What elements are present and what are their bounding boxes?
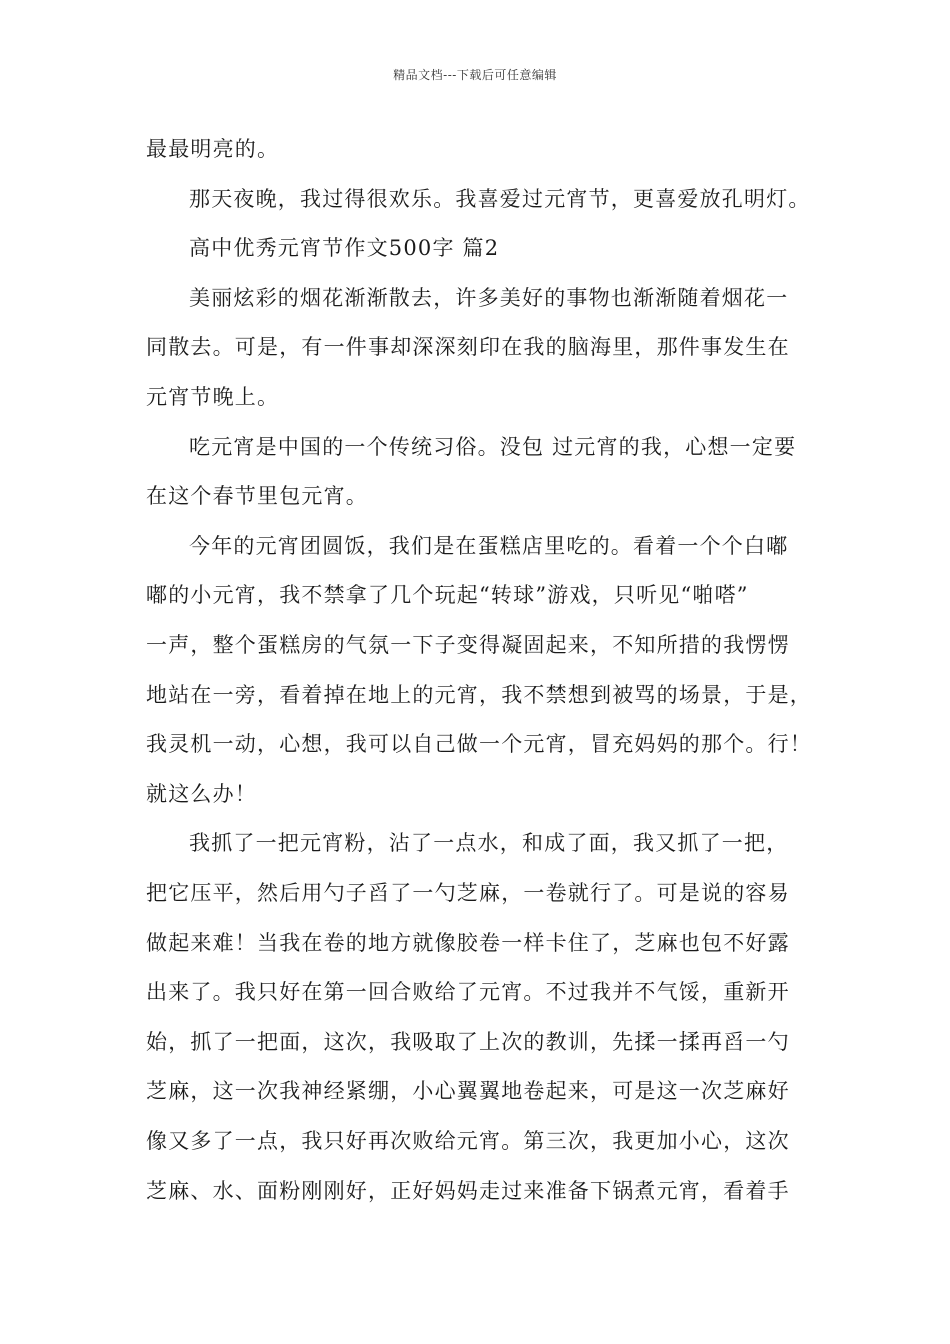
text-line: 元宵节晚上。 xyxy=(146,385,280,409)
text-line: 那天夜晚，我过得很欢乐。我喜爱过元宵节，更喜爱放孔明灯。 xyxy=(189,187,811,211)
text-line: 美丽炫彩的烟花渐渐散去，许多美好的事物也渐渐随着烟花一 xyxy=(189,286,789,310)
text-line: 把它压平，然后用勺子舀了一勺芝麻，一卷就行了。可是说的容易 xyxy=(146,881,790,905)
text-line: 在这个春节里包元宵。 xyxy=(146,484,368,508)
text-line: 我灵机一动，心想，我可以自己做一个元宵，冒充妈妈的那个。行！ xyxy=(146,732,812,756)
text-line: 出来了。我只好在第一回合败给了元宵。不过我并不气馁，重新开 xyxy=(146,980,790,1004)
text-line: 嘟的小元宵，我不禁拿了几个玩起“转球”游戏，只听见“啪嗒” xyxy=(146,583,749,607)
text-line: 最最明亮的。 xyxy=(146,137,280,161)
text-line: 吃元宵是中国的一个传统习俗。没包 过元宵的我，心想一定要 xyxy=(189,435,797,459)
text-line: 我抓了一把元宵粉，沾了一点水，和成了面，我又抓了一把， xyxy=(189,831,789,855)
text-line: 芝麻、水、面粉刚刚好，正好妈妈走过来准备下锅煮元宵，看着手 xyxy=(146,1179,790,1203)
section-heading: 高中优秀元宵节作文500字 篇2 xyxy=(189,236,500,260)
text-line: 地站在一旁，看着掉在地上的元宵，我不禁想到被骂的场景，于是， xyxy=(146,683,812,707)
text-line: 今年的元宵团圆饭，我们是在蛋糕店里吃的。看着一个个白嘟 xyxy=(189,534,789,558)
text-line: 像又多了一点，我只好再次败给元宵。第三次，我更加小心，这次 xyxy=(146,1129,790,1153)
text-line: 一声，整个蛋糕房的气氛一下子变得凝固起来，不知所措的我愣愣 xyxy=(146,633,790,657)
text-line: 芝麻，这一次我神经紧绷，小心翼翼地卷起来，可是这一次芝麻好 xyxy=(146,1079,790,1103)
text-line: 就这么办！ xyxy=(146,782,257,806)
text-line: 同散去。可是，有一件事却深深刻印在我的脑海里，那件事发生在 xyxy=(146,335,790,359)
text-line: 始，抓了一把面，这次，我吸取了上次的教训，先揉一揉再舀一勺 xyxy=(146,1030,790,1054)
page-header: 精品文档---下载后可任意编辑 xyxy=(393,68,557,82)
text-line: 做起来难！当我在卷的地方就像胶卷一样卡住了，芝麻也包不好露 xyxy=(146,931,790,955)
